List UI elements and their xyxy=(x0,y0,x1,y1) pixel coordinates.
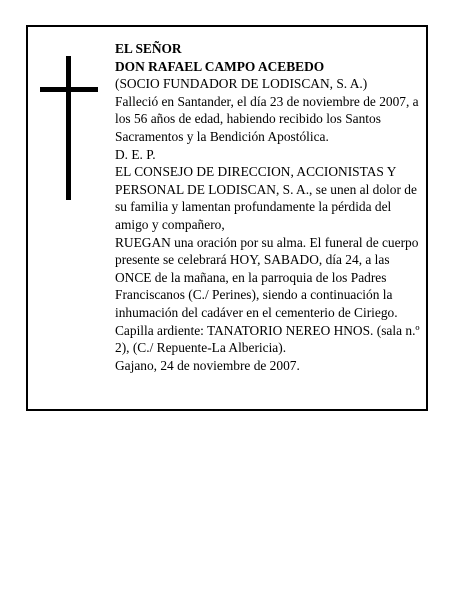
rest-in-peace-line: D. E. P. xyxy=(115,146,156,162)
deceased-title: EL SEÑOR xyxy=(115,41,182,56)
cross-horizontal-bar xyxy=(40,87,98,92)
deceased-role: (SOCIO FUNDADOR DE LODISCAN, S. A.) xyxy=(115,76,368,92)
notice-text-block xyxy=(115,40,420,374)
obituary-notice xyxy=(26,25,428,411)
latin-cross-icon xyxy=(40,56,98,200)
deceased-name: DON RAFAEL CAMPO ACEBEDO xyxy=(115,58,325,74)
chapel-details-paragraph: Capilla ardiente: TANATORIO NEREO HNOS. (sala n.º 2), (C./ Repuente-La Albericia). xyxy=(115,322,420,356)
place-date-line: Gajano, 24 de noviembre de 2007. xyxy=(115,357,300,373)
company-condolences-paragraph: EL CONSEJO DE DIRECCION, ACCIONISTAS Y PERSONAL DE LODISCAN, S. A., se unen al dolor de su familia y lamentan profundamente la pérdida del amigo y compañero, xyxy=(115,164,417,232)
cross-vertical-bar xyxy=(66,56,71,200)
funeral-details-paragraph: RUEGAN una oración por su alma. El funeral de cuerpo presente se celebrará HOY, SABADO, día 24, a las ONCE de la mañana, en la parroquia de los Padres Franciscanos (C./ Perines), siendo a continuación la inhumación del cadáver en el cementerio de Ciriego. xyxy=(115,234,419,320)
death-details-paragraph: Falleció en Santander, el día 23 de noviembre de 2007, a los 56 años de edad, habiendo recibido los Santos Sacramentos y la Bendición Apostólica. xyxy=(115,93,419,144)
